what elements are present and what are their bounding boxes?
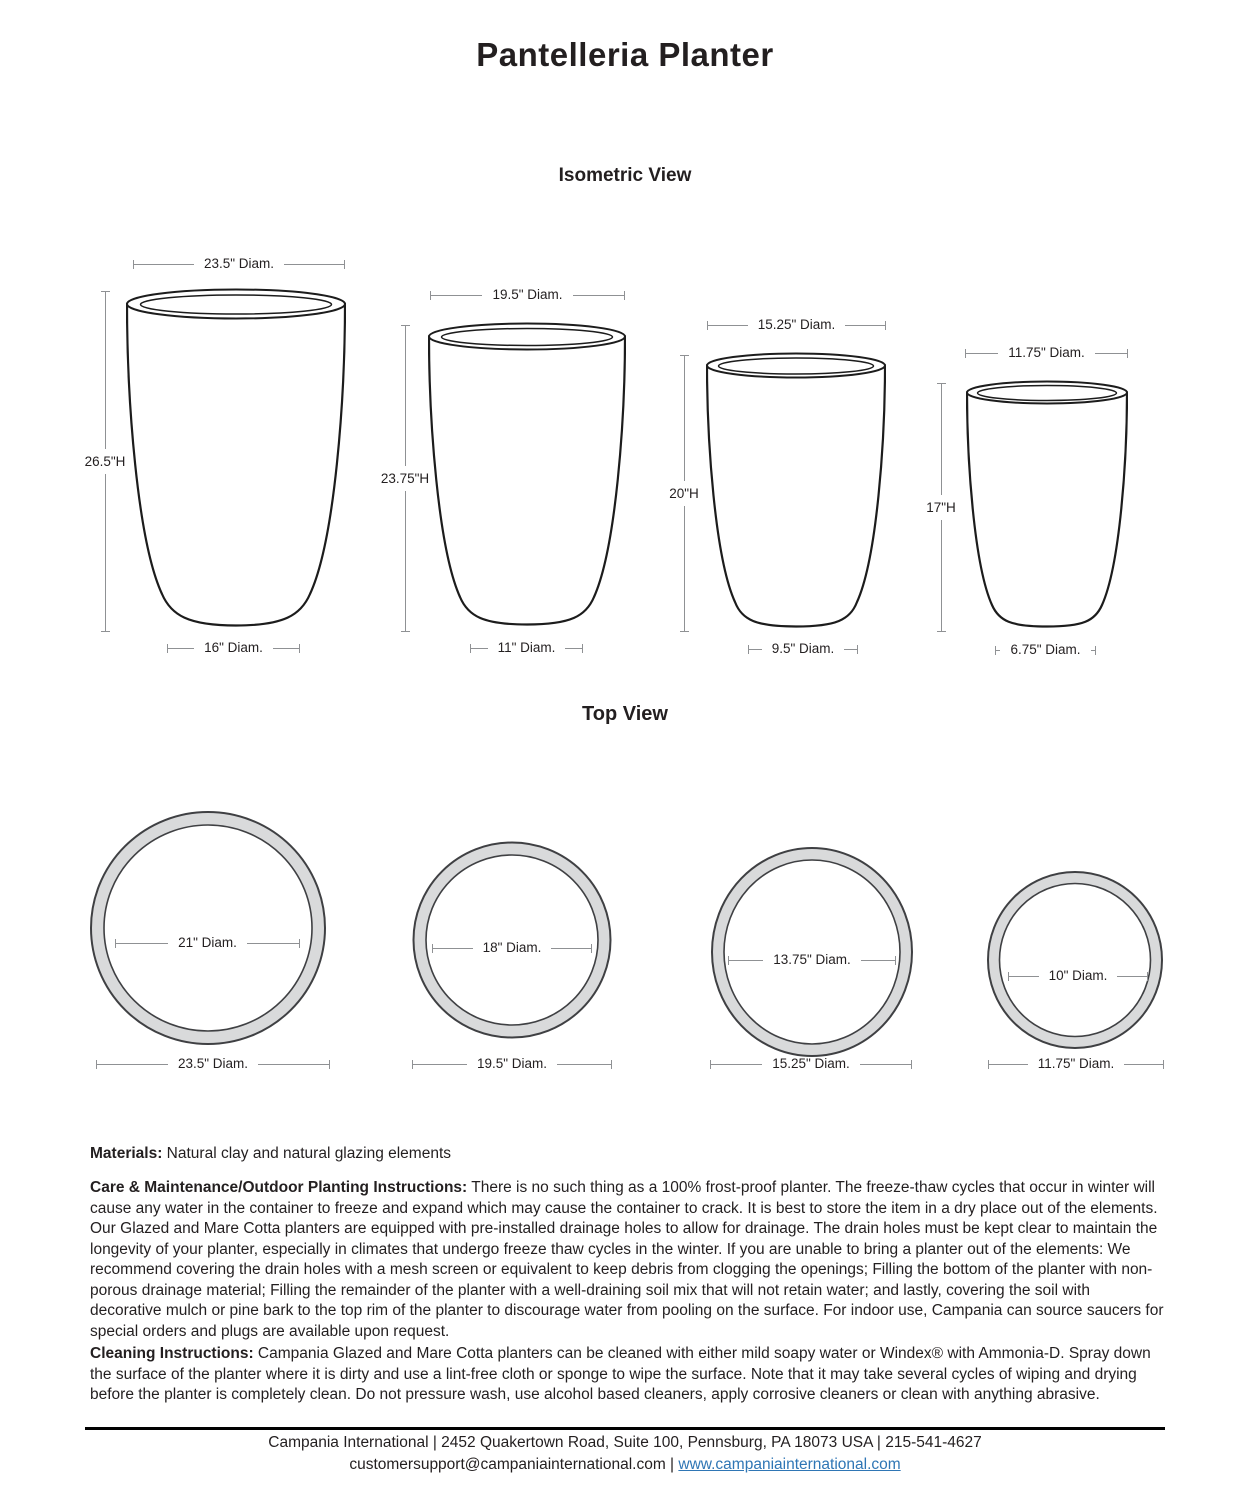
inner-diameter-label: 13.75" Diam. <box>773 952 851 967</box>
dim-line <box>845 325 885 326</box>
top-view-heading: Top View <box>582 703 668 725</box>
dim-tick <box>582 644 583 653</box>
dim-tick <box>857 645 858 654</box>
circle3-inner-diameter-dim <box>728 951 896 969</box>
dim-line <box>729 960 763 961</box>
inner-diameter-label: 21" Diam. <box>178 935 237 950</box>
dim-tick <box>624 291 625 300</box>
page-title: Pantelleria Planter <box>476 36 774 73</box>
cleaning-body: Campania Glazed and Mare Cotta planters can be cleaned with either mild soapy water or Windex® with Ammonia-D. Spray down the surface of the planter where it is dirty and use a lint-free cloth or sponge to wipe the surface. Note that it may take several cycles of wiping and drying before the planter is completely clean. Do not pressure wash, use alcohol based cleaners, apply corrosive cleaners or clean with anything abrasive. <box>90 1345 1151 1403</box>
dim-line <box>247 943 299 944</box>
planter4-top-diameter-dim <box>965 344 1128 362</box>
dim-tick <box>611 1060 612 1069</box>
dim-line <box>273 648 299 649</box>
bottom-diameter-label: 16" Diam. <box>204 640 263 655</box>
dim-tick <box>591 944 592 953</box>
dim-line <box>551 948 591 949</box>
top-view-ring-largest <box>89 810 327 1046</box>
bottom-diameter-label: 11" Diam. <box>497 640 556 655</box>
dim-tick <box>401 631 410 632</box>
top-diameter-label: 23.5" Diam. <box>203 256 275 271</box>
dim-tick <box>1147 972 1148 981</box>
outer-diameter-label: 15.25" Diam. <box>772 1056 850 1071</box>
dim-tick <box>680 631 689 632</box>
dim-line <box>684 356 685 481</box>
dim-tick <box>344 260 345 269</box>
dim-line <box>966 353 998 354</box>
dim-tick <box>895 956 896 965</box>
planter4-bottom-diameter-dim <box>995 641 1096 659</box>
dim-line <box>433 948 473 949</box>
circle3-outer-diameter-dim <box>710 1055 912 1073</box>
dim-tick <box>299 644 300 653</box>
planter3-height-dim <box>654 355 714 632</box>
planter2-top-diameter-dim <box>430 286 625 304</box>
planter3-bottom-diameter-dim <box>748 640 858 658</box>
planter-outline-medium <box>706 352 886 628</box>
outer-diameter-label: 11.75" Diam. <box>1037 1056 1115 1071</box>
dim-line <box>860 1064 911 1065</box>
dim-line <box>711 1064 762 1065</box>
dim-line <box>105 292 106 449</box>
circle2-inner-diameter-dim <box>432 939 592 957</box>
dim-line <box>749 649 762 650</box>
circle1-outer-diameter-dim <box>96 1055 330 1073</box>
care-body: There is no such thing as a 100% frost-proof planter. The freeze-thaw cycles that occur in winter will cause any water in the container to freeze and expand which may cause the container to crack. It is best to store the item in a dry place out of the elements. Our Glazed and Mare Cotta planters are equipped with pre-installed drainage holes to allow for drainage. The drain holes must be kept clear to maintain the longevity of your planter, especially in climates that undergo freeze thaw cycles in the winter. If you are unable to bring a planter out of the elements: We recommend covering the drain holes with a mesh screen or equivalent to keep debris from clogging the openings; Filling the bottom of the planter with non-porous drainage material; Filling the remainder of the planter with a well-draining soil mix that will not retain water; and lastly, covering the soil with decorative mulch or pine bark to the top rim of the planter to discourage water from pooling on the surface. For indoor use, Campania can source saucers for special orders and plugs are available upon request. <box>90 1179 1164 1340</box>
inner-diameter-label: 18" Diam. <box>482 940 542 955</box>
inner-diameter-label: 10" Diam. <box>1048 968 1108 983</box>
footer-separator: | <box>665 1456 679 1473</box>
footer-email: customersupport@campaniainternational.com <box>349 1456 666 1473</box>
dim-tick <box>937 631 946 632</box>
top-diameter-label: 15.25" Diam. <box>757 317 836 332</box>
dim-line <box>97 1064 168 1065</box>
height-label: 26.5"H <box>84 454 126 469</box>
outer-diameter-label: 23.5" Diam. <box>177 1056 249 1071</box>
materials-value: Natural clay and natural glazing elements <box>162 1145 452 1162</box>
planter3-top-diameter-dim <box>707 316 886 334</box>
care-instructions <box>90 1178 1165 1342</box>
dim-line <box>405 491 406 631</box>
dim-line <box>861 960 895 961</box>
dim-tick <box>1163 1060 1164 1069</box>
dim-line <box>405 326 406 466</box>
dim-tick <box>911 1060 912 1069</box>
footer-divider <box>85 1427 1165 1430</box>
dim-line <box>565 648 582 649</box>
care-label: Care & Maintenance/Outdoor Planting Instructions: <box>90 1179 468 1196</box>
top-diameter-label: 11.75" Diam. <box>1008 345 1085 360</box>
top-diameter-label: 19.5" Diam. <box>492 287 563 302</box>
dim-line <box>1095 353 1127 354</box>
planter2-bottom-diameter-dim <box>470 639 583 657</box>
planter1-bottom-diameter-dim <box>167 639 300 657</box>
dim-line <box>134 264 194 265</box>
dim-line <box>168 648 194 649</box>
dim-line <box>573 295 624 296</box>
circle1-inner-diameter-dim <box>115 934 300 952</box>
cleaning-label: Cleaning Instructions: <box>90 1345 254 1362</box>
dim-line <box>941 384 942 495</box>
planter4-height-dim <box>911 383 971 632</box>
height-label: 23.75"H <box>380 471 430 486</box>
dim-tick <box>1127 349 1128 358</box>
top-view-ring-small <box>986 870 1164 1050</box>
dim-tick <box>1095 646 1096 655</box>
planter-outline-small <box>966 380 1128 628</box>
dim-line <box>989 1064 1028 1065</box>
outer-diameter-label: 19.5" Diam. <box>476 1056 548 1071</box>
dim-line <box>471 648 488 649</box>
planter2-height-dim <box>375 325 435 632</box>
bottom-diameter-label: 9.5" Diam. <box>771 641 835 656</box>
dim-line <box>1009 976 1039 977</box>
dim-line <box>1117 976 1147 977</box>
footer-contact <box>0 1456 1250 1474</box>
height-label: 17"H <box>926 500 956 515</box>
dim-line <box>1124 1064 1163 1065</box>
height-label: 20"H <box>669 486 699 501</box>
dim-line <box>844 649 857 650</box>
planter-outline-large <box>428 322 626 626</box>
planter-outline-largest <box>126 288 346 627</box>
isometric-view-heading: Isometric View <box>558 165 692 186</box>
dim-line <box>431 295 482 296</box>
materials-text <box>90 1144 1165 1165</box>
circle4-outer-diameter-dim <box>988 1055 1164 1073</box>
footer-address: Campania International | 2452 Quakertown Road, Suite 100, Pennsburg, PA 18073 USA | 215-541-4627 <box>268 1434 982 1451</box>
bottom-diameter-label: 6.75" Diam. <box>1010 642 1081 657</box>
cleaning-instructions <box>90 1344 1165 1406</box>
dim-line <box>116 943 168 944</box>
dim-line <box>941 520 942 631</box>
dim-line <box>105 474 106 631</box>
dim-line <box>708 325 748 326</box>
circle4-inner-diameter-dim <box>1008 967 1148 985</box>
dim-line <box>684 506 685 631</box>
circle2-outer-diameter-dim <box>412 1055 612 1073</box>
dim-tick <box>885 321 886 330</box>
dim-tick <box>329 1060 330 1069</box>
dim-line <box>413 1064 467 1065</box>
materials-label: Materials: <box>90 1145 163 1162</box>
dim-tick <box>299 939 300 948</box>
dim-line <box>258 1064 329 1065</box>
dim-tick <box>101 631 110 632</box>
dim-line <box>284 264 344 265</box>
footer-website-link[interactable]: www.campaniainternational.com <box>678 1456 901 1473</box>
dim-line <box>557 1064 611 1065</box>
planter1-top-diameter-dim <box>133 255 345 273</box>
